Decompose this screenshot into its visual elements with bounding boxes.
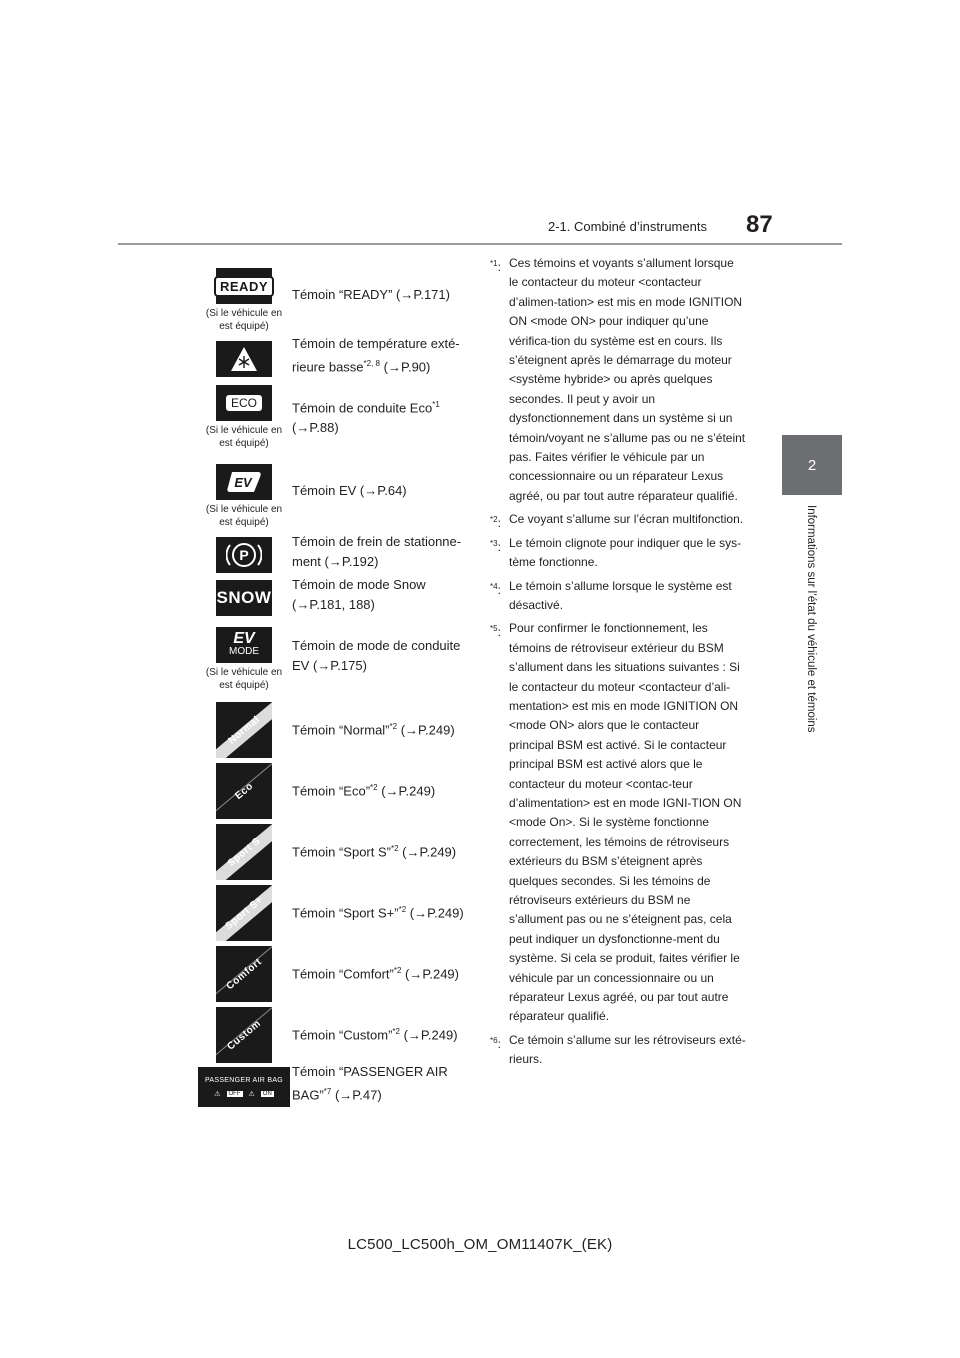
footnotes <box>490 254 746 1074</box>
icon-note: (Si le véhicule en est équipé) <box>205 425 283 449</box>
normal-mode-icon: Normal <box>216 702 272 758</box>
indicator-description: Témoin “Comfort”$^{*2}$ (→P.249) <box>292 966 459 982</box>
icon-note: (Si le véhicule en est équipé) <box>205 308 283 332</box>
indicator-description: Témoin “Sport S”$^{*2}$ (→P.249) <box>292 844 457 860</box>
indicator-description: Témoin de frein de stationne-ment (→P.192) <box>292 534 462 569</box>
footnote: $^{*5}$: Pour confirmer le fonctionnement, les témoins de rétroviseur extérieur du BSM s’allument dans les situations suivantes : Si le contacteur du moteur <contacteur d’ali-mentation> est mis en mode IGNITION ON <mode ON> alors que le contacteur principal BSM est activé. Si le contacteur principal BSM est activé alors que le contacteur du moteur <contac-teur d’alimentation> est en mode IGNI-TION ON <mode On>. Si le système fonctionne correctement, les témoins de rétroviseurs extérieurs du BSM s’éteignent après quelques secondes. Si les témoins de rétroviseurs extérieurs du BSM ne s’allument pas ou ne s’éteignent pas, cela peut indiquer un dysfonctionne-ment du système. Si cela se produit, faites vérifier le véhicule par un concessionnaire ou un réparateur Lexus agréé, ou par tout autre réparateur qualifié. <box>490 621 742 1024</box>
chapter-tab <box>782 435 842 495</box>
comfort-mode-icon: Comfort <box>216 946 272 1002</box>
icon-note: (Si le véhicule en est équipé) <box>205 667 283 691</box>
low-temperature-icon <box>216 341 272 377</box>
footnote: $^{*2}$: Ce voyant s’allume sur l’écran multifonction. <box>490 512 744 531</box>
section-title: 2-1. Combiné d’instruments <box>548 219 707 234</box>
header-divider <box>118 243 842 245</box>
ready-indicator-icon: READY <box>216 268 272 304</box>
eco-drive-icon: ECO <box>216 385 272 421</box>
footnote: $^{*3}$: Le témoin clignote pour indiquer que le sys-tème fonctionne. <box>490 535 742 570</box>
eco-mode-icon: Eco <box>216 763 272 819</box>
indicator-description: Témoin “Eco”$^{*2}$ (→P.249) <box>292 783 436 799</box>
parking-brake-icon <box>216 537 272 573</box>
indicator-description: Témoin “READY” (→P.171) <box>292 287 450 302</box>
footnote: $^{*6}$: Ce témoin s’allume sur les rétroviseurs exté-rieurs. <box>490 1032 746 1067</box>
indicator-description: Témoin de mode de conduite EV (→P.175) <box>292 638 461 673</box>
indicator-description: Témoin “PASSENGER AIR BAG”$^{*7}$ (→P.47) <box>292 1064 448 1103</box>
svg-text:P: P <box>239 547 249 563</box>
footnote: $^{*1}$: Ces témoins et voyants s’allument lorsque le contacteur du moteur <contacteur d’alimen-tation> est mis en mode IGNITION ON <mode ON> pour indiquer qu’une vérifica-tion du système est en cours. Ils s’éteignent après le démarrage du moteur <système hybride> ou après quelques secondes. Il peut y avoir un dysfonctionnement dans un système si un témoin/voyant ne s’allume pas ou ne s’éteint pas. Faites vérifier le véhicule par un concessionnaire ou un réparateur Lexus agréé, ou par tout autre réparateur qualifié. <box>490 256 746 503</box>
sport-s-mode-icon: Sport S <box>216 824 272 880</box>
page-number: 87 <box>746 211 773 238</box>
indicator-description: Témoin “Normal”$^{*2}$ (→P.249) <box>292 722 455 738</box>
snow-mode-icon: SNOW <box>216 580 272 616</box>
footnote: $^{*4}$: Le témoin s’allume lorsque le système est désactivé. <box>490 578 732 612</box>
indicator-description: Témoin “Custom”$^{*2}$ (→P.249) <box>292 1027 458 1043</box>
svg-text:EV: EV <box>234 475 252 490</box>
indicator-description: Témoin de conduite Eco$^{*1}$ (→P.88) <box>292 400 440 436</box>
indicator-description: Témoin EV (→P.64) <box>292 483 407 498</box>
indicator-description: Témoin de mode Snow (→P.181, 188) <box>292 577 426 612</box>
sport-s-plus-mode-icon: Sport S+ <box>216 885 272 941</box>
chapter-number: 2 <box>807 456 817 474</box>
ev-indicator-icon <box>216 464 272 500</box>
ev-mode-icon: EV MODE <box>216 627 272 663</box>
indicator-description: Témoin “Sport S+”$^{*2}$ (→P.249) <box>292 905 464 921</box>
indicator-description: Témoin de température exté-rieure basse$^{*2, 8}$ (→P.90) <box>292 336 460 375</box>
chapter-label: Informations sur l’état du véhicule et témoins <box>805 505 817 733</box>
passenger-airbag-icon: PASSENGER AIR BAG ⚠ OFF ⚠ ON <box>198 1067 290 1107</box>
custom-mode-icon: Custom <box>216 1007 272 1063</box>
footer-code: LC500_LC500h_OM_OM11407K_(EK) <box>347 1236 613 1253</box>
icon-note: (Si le véhicule en est équipé) <box>205 504 283 528</box>
